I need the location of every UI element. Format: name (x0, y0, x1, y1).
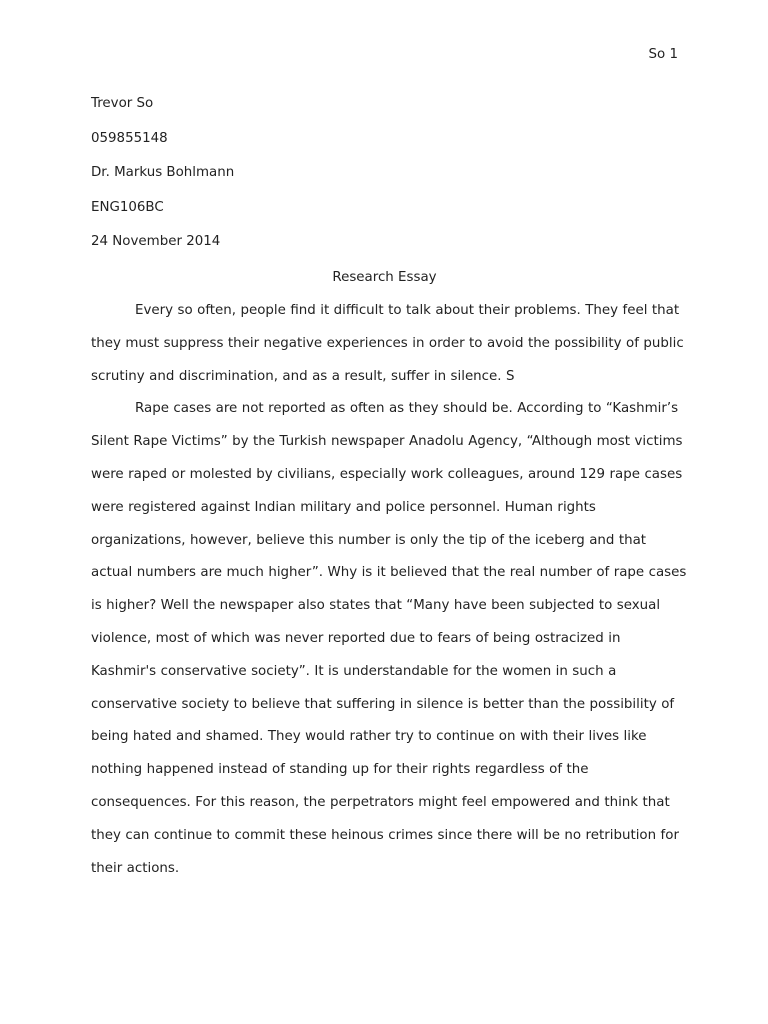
text-line: consequences. For this reason, the perpetrators might feel empowered and think that (91, 794, 670, 810)
text-line (91, 925, 678, 958)
essay-date: 24 November 2014 (91, 234, 221, 249)
text-line: were registered against Indian military and police personnel. Human rights (91, 499, 596, 515)
paragraph-2 (91, 400, 687, 958)
text-line: they must suppress their negative experiences in order to avoid the possibility of public (91, 335, 684, 351)
text-line: Every so often, people find it difficult to talk about their problems. They feel that (135, 303, 680, 318)
paragraph-1 (91, 302, 684, 400)
text-line: is higher? Well the newspaper also states that “Many have been subjected to sexual (91, 598, 661, 614)
course-code: ENG106BC (91, 199, 164, 215)
text-line: being hated and shamed. They would rather try to continue on with their lives like (91, 729, 647, 745)
text-line: were raped or molested by civilians, especially work colleagues, around 129 rape cases (91, 466, 683, 482)
essay-title: Research Essay (332, 270, 437, 285)
text-line: organizations, however, believe this number is only the tip of the iceberg and that (91, 532, 647, 548)
text-line: conservative society to believe that suffering in silence is better than the possibility of (91, 696, 675, 712)
text-line: actual numbers are much higher”. Why is it believed that the real number of rape cases (91, 565, 687, 581)
text-line: they can continue to commit these heinous crimes since there will be no retribution for (91, 827, 679, 843)
essay-body (91, 302, 687, 958)
text-line: their actions. (91, 860, 180, 876)
text-line: nothing happened instead of standing up for their rights regardless of the (91, 762, 589, 778)
text-line: Silent Rape Victims” by the Turkish newspaper Anadolu Agency, “Although most victims (91, 434, 683, 450)
student-id: 059855148 (91, 130, 168, 146)
text-line: violence, most of which was never reported due to fears of being ostracized in (91, 630, 621, 646)
text-line: Rape cases are not reported as often as they should be. According to “Kashmir’s (135, 401, 679, 417)
student-name: Trevor So (91, 96, 154, 111)
running-head-page-number: So 1 (648, 47, 678, 62)
instructor-name: Dr. Markus Bohlmann (91, 165, 235, 180)
text-line (91, 892, 678, 925)
mla-heading (91, 95, 681, 268)
text-line: scrutiny and discrimination, and as a result, suffer in silence. S (91, 368, 515, 384)
text-line: Kashmir's conservative society”. It is understandable for the women in such a (91, 663, 617, 679)
